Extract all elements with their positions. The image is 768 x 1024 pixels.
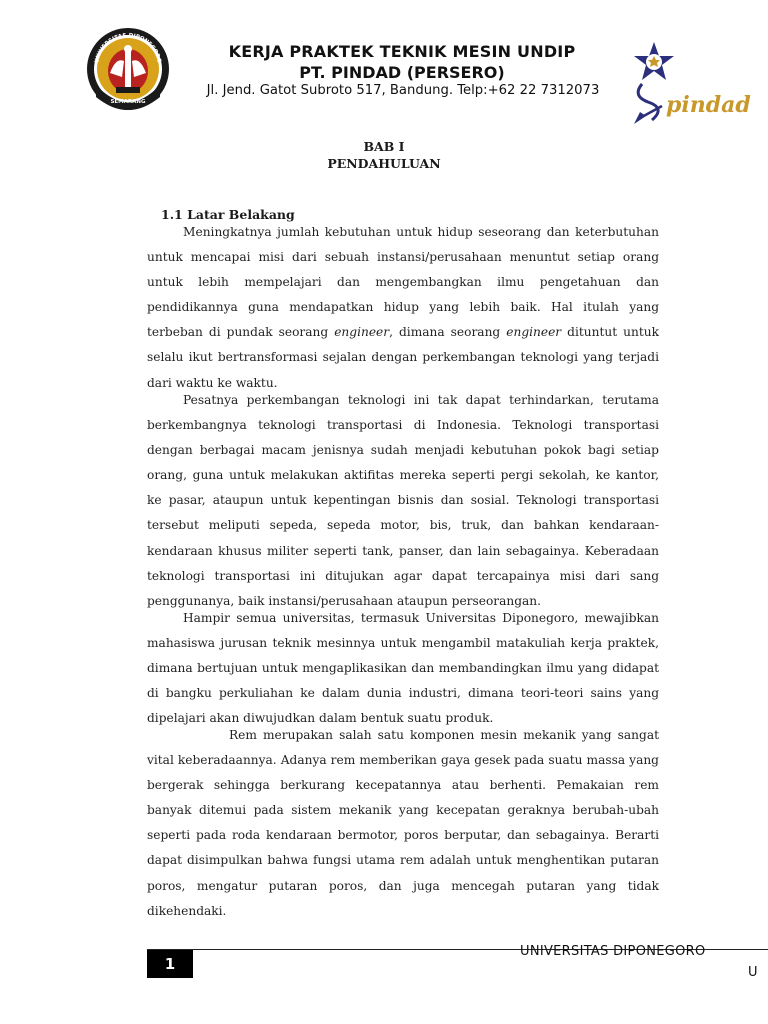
section-heading: 1.1 Latar Belakang — [161, 207, 295, 222]
chapter-label: BAB I — [363, 139, 405, 154]
pindad-logo-text: pindad — [666, 92, 751, 118]
header-address: Jl. Jend. Gatot Subroto 517, Bandung. Telp:+62 22 7312073 — [206, 83, 600, 98]
paragraph-2: Pesatnya perkembangan teknologi ini tak dapat terhindarkan, terutama berkembangnya teknologi transportasi di Indonesia. Teknologi transportasi dengan berbagai macam jenisnya sudah menjadi kebutuhan pokok bagi setiap orang, guna untuk melakukan aktifitas mereka seperti pergi sekolah, ke kantor, ke pasar, ataupun untuk kepentingan bisnis dan sosial. Teknologi transportasi tersebut meliputi sepeda, sepeda motor, bis, truk, dan bahkan kendaraan-kendaraan khusus militer seperti tank, panser, dan lain sebagainya. Keberadaan teknologi transportasi ini ditujukan agar dapat tercapainya misi dari sang penggunanya, baik instansi/perusahaan ataupun perseorangan. — [147, 393, 659, 608]
undip-logo-text-bottom: SEMARANG — [110, 99, 146, 105]
header-title: KERJA PRAKTEK TEKNIK MESIN UNDIP — [228, 42, 576, 61]
footer-university: UNIVERSITAS DIPONEGORO — [520, 944, 706, 959]
footer-overflow-char: U — [748, 965, 758, 980]
pindad-logo-icon — [626, 40, 756, 126]
paragraph-1: Meningkatnya jumlah kebutuhan untuk hidup seseorang dan keterbutuhan untuk mencapai misi dari sebuah instansi/perusahaan menuntut setiap orang untuk lebih mempelajari dan mengembangkan ilmu pengetahuan dan pendidikannya guna mendapatkan hidup yang lebih baik. Hal itulah yang terbeban di pundak seorang engineer, dimana seorang engineer dituntut untuk selalu ikut bertransformasi sejalan dengan perkembangan teknologi yang terjadi dari waktu ke waktu. — [147, 225, 659, 390]
header-subtitle: PT. PINDAD (PERSERO) — [299, 63, 505, 82]
paragraph-3: Hampir semua universitas, termasuk Universitas Diponegoro, mewajibkan mahasiswa jurusan teknik mesinnya untuk mengambil matakuliah kerja praktek, dimana bertujuan untuk mengaplikasikan dan membandingkan ilmu yang didapat di bangku perkuliahan ke dalam dunia industri, dimana teori-teori sains yang dipelajari akan diwujudkan dalam bentuk suatu produk. — [147, 611, 659, 726]
document-header — [0, 0, 768, 130]
undip-logo-icon — [86, 27, 170, 113]
chapter-title: PENDAHULUAN — [327, 156, 441, 171]
undip-logo-text-top: UNIVERSITAS DIPONEGORO — [94, 32, 162, 64]
paragraph-4: Rem merupakan salah satu komponen mesin mekanik yang sangat vital keberadaannya. Adanya rem memberikan gaya gesek pada suatu massa yang bergerak sehingga berkurang kecepatannya atau berhenti. Pemakaian rem banyak ditemui pada sistem mekanik yang kecepatan geraknya berubah-ubah seperti pada roda kendaraan bermotor, poros berputar, dan sebagainya. Berarti dapat disimpulkan bahwa fungsi utama rem adalah untuk menghentikan putaran poros, mengatur putaran poros, dan juga mencegah putaran yang tidak dikehendaki. — [147, 728, 659, 918]
page-number: 1 — [147, 950, 193, 978]
